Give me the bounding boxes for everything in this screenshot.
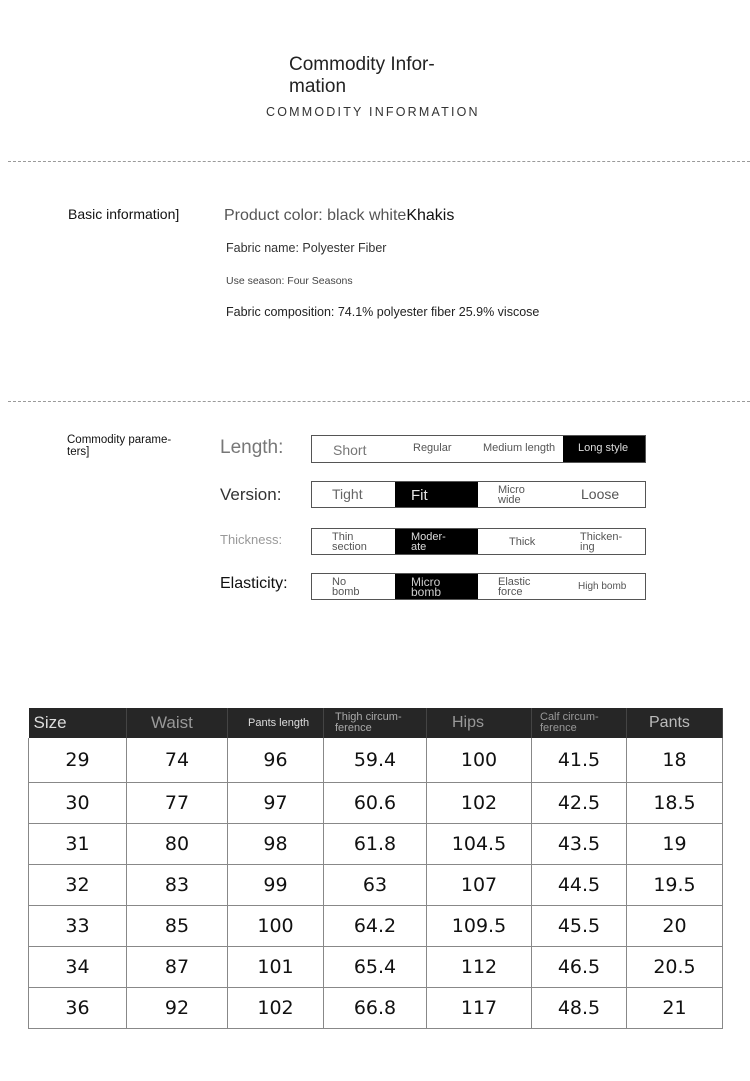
column-header-calf: Calf circum- ference — [532, 708, 627, 738]
table-row — [29, 783, 723, 824]
table-cell: 60.6 — [324, 783, 427, 824]
table-cell: 109.5 — [427, 906, 532, 947]
table-cell: 18.5 — [627, 783, 723, 824]
table-cell: 96 — [228, 738, 324, 783]
table-cell: 59.4 — [324, 738, 427, 783]
table-cell: 99 — [228, 865, 324, 906]
size-table — [28, 708, 723, 1029]
param-label-version: Version: — [220, 485, 282, 504]
table-cell: 48.5 — [532, 988, 627, 1029]
option-fit: Fit — [395, 482, 478, 507]
table-cell: 43.5 — [532, 824, 627, 865]
table-cell: 34 — [29, 947, 127, 988]
table-cell: 36 — [29, 988, 127, 1029]
table-cell: 42.5 — [532, 783, 627, 824]
param-options-elasticity — [311, 573, 646, 600]
basic-info-label: Basic information] — [68, 206, 180, 222]
table-row — [29, 824, 723, 865]
use-season: Use season: Four Seasons — [226, 275, 353, 287]
param-label-thickness: Thickness: — [220, 532, 283, 547]
table-row — [29, 988, 723, 1029]
table-cell: 97 — [228, 783, 324, 824]
table-cell: 31 — [29, 824, 127, 865]
param-options-thickness — [311, 528, 646, 555]
table-row — [29, 738, 723, 783]
table-cell: 66.8 — [324, 988, 427, 1029]
table-cell: 19 — [627, 824, 723, 865]
table-cell: 92 — [127, 988, 228, 1029]
product-color — [224, 207, 454, 225]
column-header-hips: Hips — [427, 708, 532, 738]
option-short: Short — [333, 442, 367, 458]
option-tight: Tight — [332, 486, 363, 502]
section-divider — [8, 401, 750, 402]
param-options-version — [311, 481, 646, 508]
param-label-length: Length: — [220, 437, 284, 458]
table-cell: 87 — [127, 947, 228, 988]
table-row — [29, 865, 723, 906]
table-cell: 30 — [29, 783, 127, 824]
table-cell: 18 — [627, 738, 723, 783]
option-loose: Loose — [581, 486, 620, 502]
table-cell: 32 — [29, 865, 127, 906]
option-high-bomb: High bomb — [578, 581, 627, 592]
table-cell: 100 — [228, 906, 324, 947]
table-cell: 117 — [427, 988, 532, 1029]
option-moderate: Moder- ate — [395, 529, 478, 554]
table-cell: 29 — [29, 738, 127, 783]
table-header-row — [29, 708, 723, 738]
param-label-elasticity: Elasticity: — [220, 575, 288, 592]
table-cell: 64.2 — [324, 906, 427, 947]
option-medium-length: Medium length — [483, 442, 556, 454]
table-cell: 104.5 — [427, 824, 532, 865]
fabric-name: Fabric name: Polyester Fiber — [226, 241, 387, 255]
param-options-length — [311, 435, 646, 463]
column-header-waist: Waist — [127, 708, 228, 738]
table-row — [29, 906, 723, 947]
table-cell: 80 — [127, 824, 228, 865]
option-regular: Regular — [413, 442, 452, 454]
table-cell: 19.5 — [627, 865, 723, 906]
page-title: Commodity Infor- mation — [289, 54, 435, 97]
column-header-pants: Pants — [627, 708, 723, 738]
table-cell: 107 — [427, 865, 532, 906]
params-label: Commodity parame- ters] — [67, 434, 172, 458]
page-subtitle: COMMODITY INFORMATION — [266, 105, 480, 119]
table-cell: 65.4 — [324, 947, 427, 988]
table-cell: 102 — [427, 783, 532, 824]
table-cell: 20.5 — [627, 947, 723, 988]
table-cell: 20 — [627, 906, 723, 947]
column-header-size: Size — [29, 708, 127, 738]
table-cell: 102 — [228, 988, 324, 1029]
option-thick: Thick — [509, 536, 536, 548]
table-cell: 101 — [228, 947, 324, 988]
product-color-text: Product color: black white — [224, 207, 407, 224]
option-no-bomb: No bomb — [332, 576, 360, 598]
column-header-thigh: Thigh circum- ference — [324, 708, 427, 738]
table-cell: 77 — [127, 783, 228, 824]
option-long-style: Long style — [563, 436, 645, 462]
option-thin-section: Thin section — [332, 531, 367, 553]
column-header-pants-length: Pants length — [228, 708, 324, 738]
table-cell: 33 — [29, 906, 127, 947]
table-cell: 100 — [427, 738, 532, 783]
table-cell: 46.5 — [532, 947, 627, 988]
option-elastic-force: Elastic force — [498, 576, 531, 598]
option-thickening: Thicken- ing — [580, 531, 623, 553]
fabric-composition: Fabric composition: 74.1% polyester fiber 25.9% viscose — [226, 305, 540, 319]
option-micro-bomb: Micro bomb — [395, 574, 478, 599]
table-cell: 63 — [324, 865, 427, 906]
table-cell: 112 — [427, 947, 532, 988]
table-cell: 21 — [627, 988, 723, 1029]
option-micro-wide: Micro wide — [498, 484, 525, 506]
table-cell: 83 — [127, 865, 228, 906]
product-color-khakis: Khakis — [406, 207, 455, 224]
table-row — [29, 947, 723, 988]
table-cell: 61.8 — [324, 824, 427, 865]
section-divider — [8, 161, 750, 162]
table-cell: 45.5 — [532, 906, 627, 947]
table-cell: 98 — [228, 824, 324, 865]
table-cell: 41.5 — [532, 738, 627, 783]
table-cell: 44.5 — [532, 865, 627, 906]
table-cell: 85 — [127, 906, 228, 947]
table-cell: 74 — [127, 738, 228, 783]
